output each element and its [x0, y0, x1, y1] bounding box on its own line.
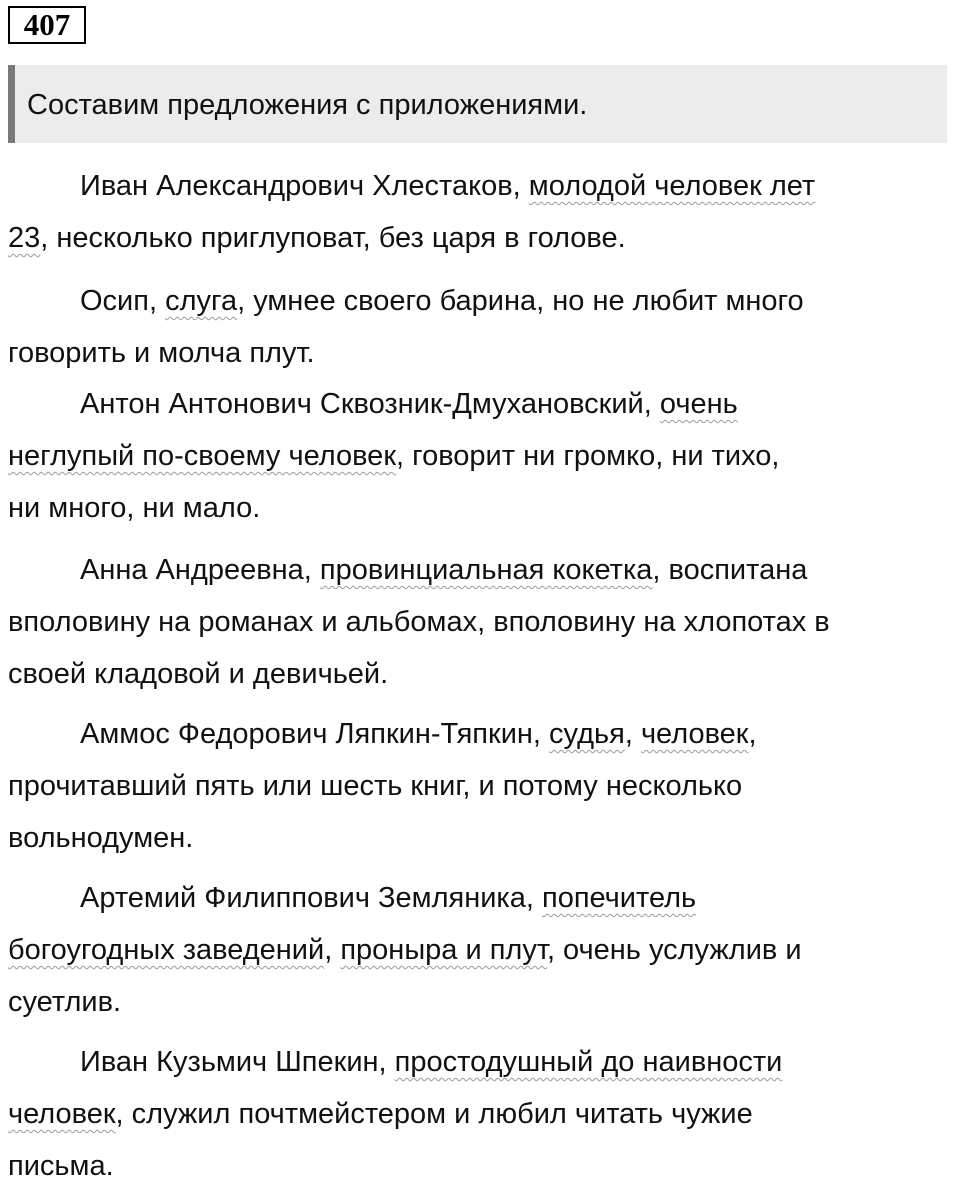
text-line	[8, 544, 960, 596]
text-segment: , говорит ни громко, ни тихо,	[396, 440, 780, 472]
appositive-phrase: провинциальная кокетка	[319, 554, 653, 586]
appositive-phrase: слуга	[165, 285, 238, 317]
appositive-phrase: 23	[8, 222, 41, 254]
text-line	[8, 1140, 960, 1192]
appositive-phrase: попечитель	[541, 882, 697, 914]
text-segment: суетлив.	[8, 986, 122, 1018]
paragraph	[8, 544, 960, 700]
paragraph	[8, 378, 960, 534]
paragraph	[8, 160, 960, 264]
text-segment: Иван Александрович Хлестаков,	[80, 170, 529, 202]
paragraph	[8, 872, 960, 1028]
text-line	[8, 482, 960, 534]
appositive-phrase: простодушный до наивности	[394, 1046, 783, 1078]
text-segment: письма.	[8, 1150, 114, 1182]
text-line	[8, 1088, 960, 1140]
text-segment: , служил почтмейстером и любил читать чужие	[115, 1098, 753, 1130]
text-segment: , несколько приглуповат, без царя в голове.	[40, 222, 626, 254]
text-segment: ,	[324, 934, 341, 966]
text-line	[8, 160, 960, 212]
text-segment: вполовину на романах и альбомах, вполовину на хлопотах в	[8, 606, 830, 638]
text-line	[8, 378, 960, 430]
text-segment: Иван Кузьмич Шпекин,	[80, 1046, 395, 1078]
paragraph	[8, 708, 960, 864]
appositive-phrase: богоугодных заведений	[8, 934, 325, 966]
text-segment: ни много, ни мало.	[8, 492, 261, 524]
text-line	[8, 872, 960, 924]
text-line	[8, 648, 960, 700]
text-segment: говорить и молча плут.	[8, 337, 315, 369]
appositive-phrase: человек	[640, 718, 749, 750]
appositive-phrase: неглупый по-своему человек	[8, 440, 397, 472]
text-line	[8, 708, 960, 760]
text-line	[8, 596, 960, 648]
text-segment: , умнее своего барина, но не любит много	[237, 285, 804, 317]
text-segment: своей кладовой и девичьей.	[8, 658, 389, 690]
appositive-phrase: очень	[659, 388, 738, 420]
appositive-phrase: проныра и плут	[340, 934, 547, 966]
text-segment: вольнодумен.	[8, 822, 194, 854]
text-line	[8, 327, 960, 379]
appositive-phrase: человек	[8, 1098, 116, 1130]
paragraph	[8, 275, 960, 379]
text-line	[8, 1036, 960, 1088]
text-line	[8, 924, 960, 976]
text-segment: ,	[748, 718, 757, 750]
paragraph	[8, 1036, 960, 1192]
appositive-phrase: молодой человек лет	[528, 170, 816, 202]
task-instruction-text: Составим предложения с приложениями.	[27, 89, 588, 121]
text-segment: ,	[624, 718, 641, 750]
text-line	[8, 812, 960, 864]
text-segment: , очень услужлив и	[546, 934, 802, 966]
text-line	[8, 976, 960, 1028]
text-segment: Аммос Федорович Ляпкин-Тяпкин,	[80, 718, 550, 750]
task-instruction-banner	[8, 65, 947, 143]
text-line	[8, 212, 960, 264]
task-number-badge: 407	[8, 6, 86, 44]
text-line	[8, 275, 960, 327]
appositive-phrase: судья	[549, 718, 625, 750]
text-line	[8, 760, 960, 812]
text-segment: Осип,	[80, 285, 166, 317]
text-segment: прочитавший пять или шесть книг, и потому несколько	[8, 770, 743, 802]
text-segment: Артемий Филиппович Земляника,	[80, 882, 542, 914]
text-line	[8, 430, 960, 482]
text-segment: , воспитана	[652, 554, 808, 586]
text-segment: Антон Антонович Сквозник-Дмухановский,	[80, 388, 660, 420]
text-segment: Анна Андреевна,	[80, 554, 320, 586]
